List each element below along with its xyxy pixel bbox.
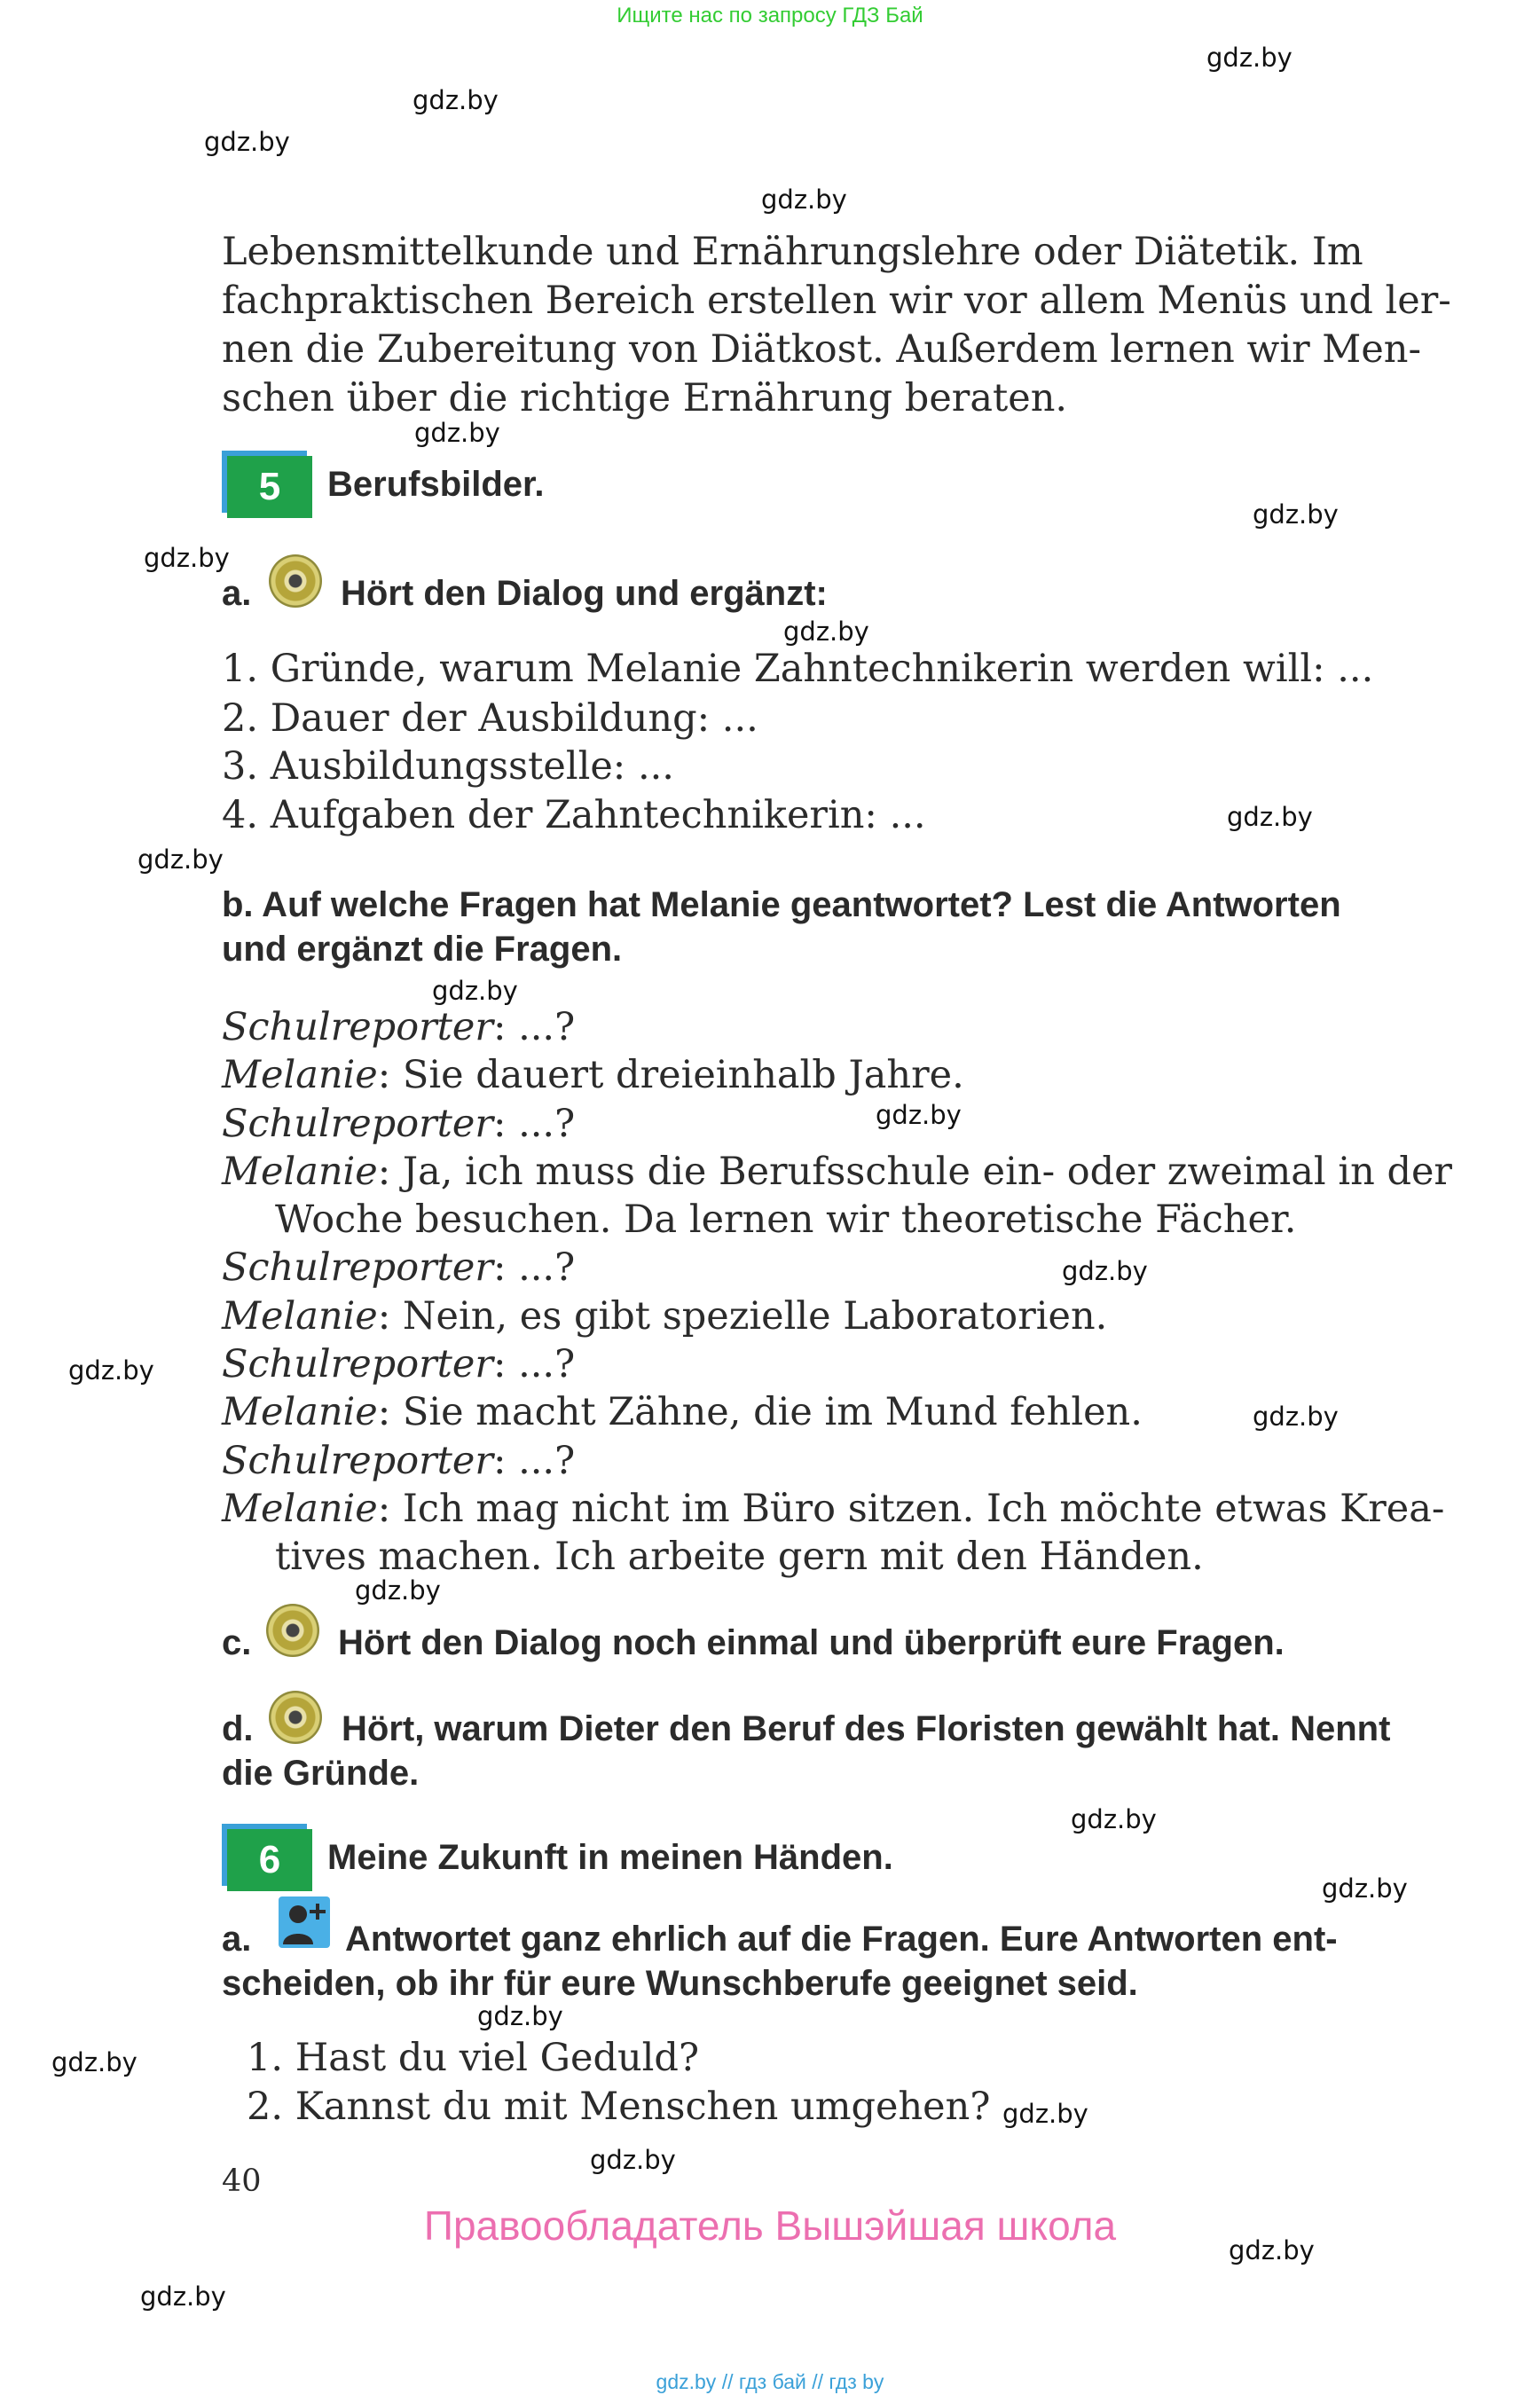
exercise-5-badge: 5: [227, 456, 312, 518]
dialog-line: Schulreporter: ...?: [222, 1439, 576, 1483]
task-5d-text: Hört, warum Dieter den Beruf des Floristen gewählt hat. Nennt: [342, 1709, 1391, 1748]
watermark: gdz.by: [204, 127, 290, 157]
bottom-links[interactable]: gdz.by // гдз бай // гдз by: [656, 2370, 884, 2393]
watermark: gdz.by: [783, 616, 869, 647]
intro-line: nen die Zubereitung von Diätkost. Außerdem lernen wir Men-: [222, 327, 1422, 372]
dialog-line: Schulreporter: ...?: [222, 1342, 576, 1386]
list-item: 1. Hast du viel Geduld?: [247, 2036, 699, 2080]
watermark: gdz.by: [1229, 2235, 1315, 2266]
dialog-line: Schulreporter: ...?: [222, 1245, 576, 1290]
top-banner: Ищите нас по запросу ГДЗ Бай: [617, 4, 923, 27]
watermark: gdz.by: [590, 2145, 676, 2175]
dialog-continuation: Woche besuchen. Da lernen wir theoretische Fächer.: [275, 1198, 1297, 1242]
task-5a-text: Hört den Dialog und ergänzt:: [341, 574, 828, 613]
task-5d-letter: d.: [222, 1709, 254, 1748]
watermark: gdz.by: [138, 844, 224, 875]
list-item: 4. Aufgaben der Zahntechnikerin: ...: [222, 793, 926, 837]
exercise-6-title: Meine Zukunft in meinen Händen.: [327, 1838, 893, 1877]
watermark: gdz.by: [477, 2001, 563, 2031]
dialog-continuation: tives machen. Ich arbeite gern mit den Händen.: [275, 1535, 1204, 1579]
watermark: gdz.by: [761, 185, 847, 215]
intro-line: Lebensmittelkunde und Ernährungslehre oder Diätetik. Im: [222, 230, 1363, 274]
task-6a-text: scheiden, ob ihr für eure Wunschberufe geeignet seid.: [222, 1964, 1138, 2003]
dialog-line: Melanie: Nein, es gibt spezielle Laboratorien.: [222, 1294, 1108, 1339]
watermark: gdz.by: [355, 1575, 441, 1606]
dialog-line: Melanie: Sie macht Zähne, die im Mund fehlen.: [222, 1390, 1143, 1434]
audio-cd-icon: [269, 1691, 322, 1744]
add-person-icon: [279, 1896, 330, 1948]
list-item: 1. Gründe, warum Melanie Zahntechnikerin werden will: ...: [222, 647, 1374, 691]
watermark: gdz.by: [412, 85, 499, 115]
dialog-line: Melanie: Ja, ich muss die Berufsschule ein- oder zweimal in der: [222, 1150, 1452, 1194]
watermark: gdz.by: [1062, 1256, 1148, 1286]
dialog-line: Schulreporter: ...?: [222, 1005, 576, 1049]
watermark: gdz.by: [68, 1355, 154, 1386]
intro-line: fachpraktischen Bereich erstellen wir vor allem Menüs und ler-: [222, 279, 1451, 323]
task-5b-line: b. Auf welche Fragen hat Melanie geantwortet? Lest die Antworten: [222, 885, 1341, 924]
task-5b-line: und ergänzt die Fragen.: [222, 930, 623, 969]
task-5c-text: Hört den Dialog noch einmal und überprüft eure Fragen.: [338, 1623, 1285, 1662]
list-item: 2. Dauer der Ausbildung: ...: [222, 696, 758, 741]
intro-paragraph: [222, 228, 1451, 423]
task-6a-letter: a.: [222, 1920, 252, 1959]
dialog-line: Schulreporter: ...?: [222, 1102, 576, 1146]
copyright-footer: Правообладатель Вышэйшая школа: [423, 2203, 1117, 2249]
audio-cd-icon: [269, 554, 322, 608]
watermark: gdz.by: [1206, 43, 1292, 73]
watermark: gdz.by: [432, 976, 518, 1006]
watermark: gdz.by: [414, 418, 500, 448]
watermark: gdz.by: [1227, 802, 1313, 832]
watermark: gdz.by: [876, 1100, 962, 1130]
watermark: gdz.by: [1253, 1402, 1339, 1432]
intro-line: schen über die richtige Ernährung beraten.: [222, 376, 1068, 420]
exercise-5-title: Berufsbilder.: [327, 465, 545, 504]
watermark: gdz.by: [1002, 2099, 1088, 2129]
watermark: gdz.by: [144, 543, 230, 573]
task-5c-letter: c.: [222, 1623, 252, 1662]
task-6a-text: Antwortet ganz ehrlich auf die Fragen. Eure Antworten ent-: [345, 1920, 1338, 1959]
audio-cd-icon: [266, 1604, 319, 1657]
page-number: 40: [222, 2163, 262, 2199]
list-item: 3. Ausbildungsstelle: ...: [222, 744, 674, 789]
task-5a-letter: a.: [222, 574, 252, 613]
list-item: 2. Kannst du mit Menschen umgehen?: [247, 2085, 991, 2129]
task-5d-text: die Gründe.: [222, 1754, 420, 1793]
watermark: gdz.by: [51, 2047, 138, 2077]
watermark: gdz.by: [1071, 1804, 1157, 1834]
watermark: gdz.by: [1322, 1873, 1408, 1904]
watermark: gdz.by: [140, 2281, 226, 2312]
exercise-6-badge: 6: [227, 1829, 312, 1891]
watermark: gdz.by: [1253, 499, 1339, 530]
dialog-line: Melanie: Ich mag nicht im Büro sitzen. Ich möchte etwas Krea-: [222, 1487, 1445, 1531]
dialog-line: Melanie: Sie dauert dreieinhalb Jahre.: [222, 1053, 964, 1097]
